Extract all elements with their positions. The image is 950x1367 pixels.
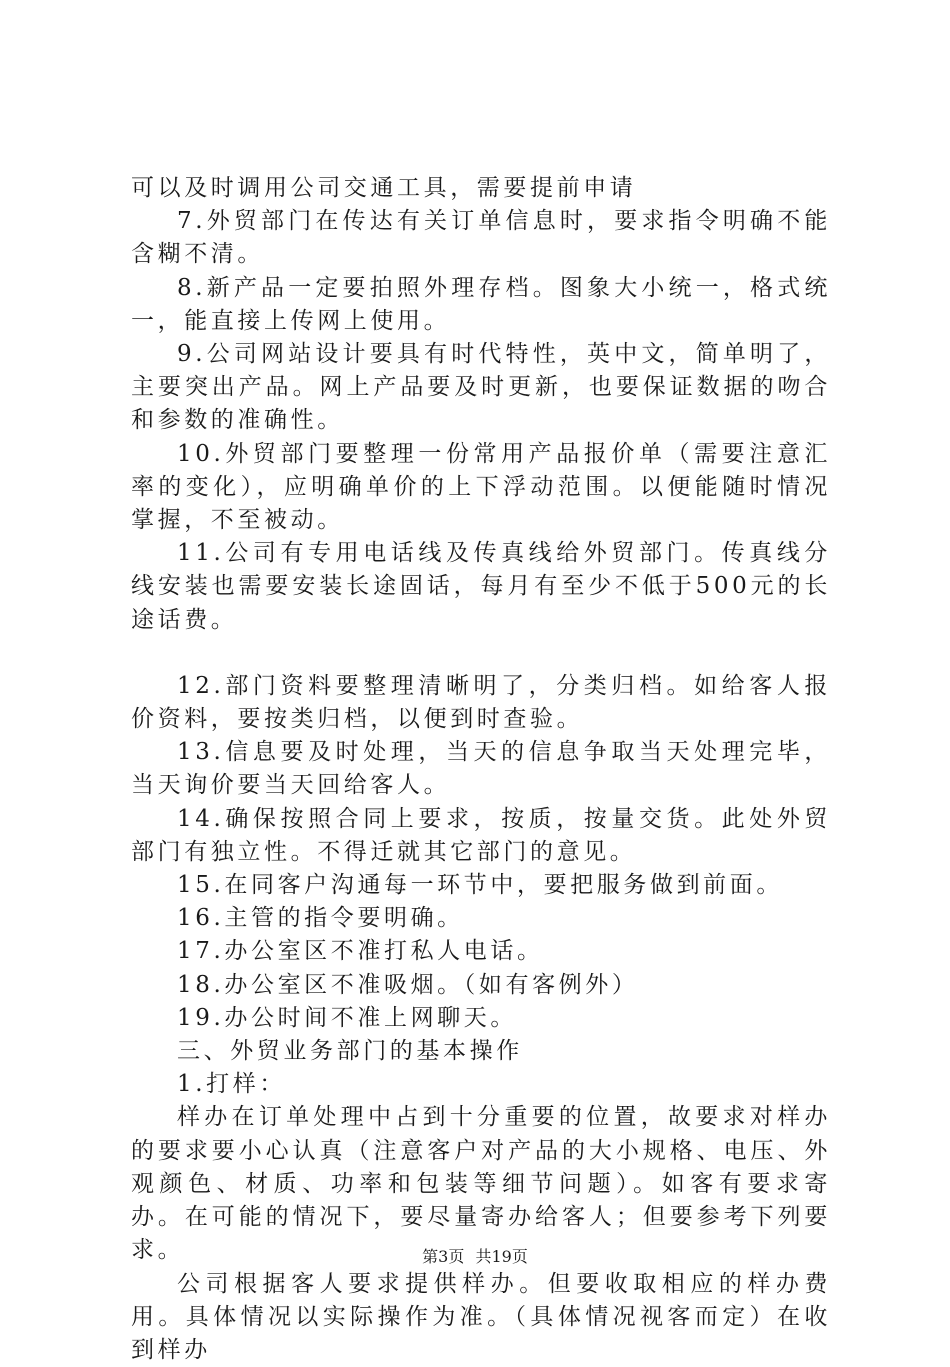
paragraph-item-12: 12.部门资料要整理清晰明了，分类归档。如给客人报价资料，要按类归档，以便到时查验。	[131, 670, 831, 736]
page-total: 共19页	[475, 1247, 527, 1266]
paragraph-item-17: 17.办公室区不准打私人电话。	[131, 935, 831, 968]
paragraph-sample-requirements: 样办在订单处理中占到十分重要的位置，故要求对样办的要求要小心认真（注意客户对产品的大小规格、电压、外观颜色、材质、功率和包装等细节问题）。如客有要求寄办。在可能的情况下，要尽量寄办给客人；但要参考下列要求。	[131, 1101, 831, 1267]
paragraph-item-7: 7.外贸部门在传达有关订单信息时，要求指令明确不能含糊不清。	[131, 205, 831, 271]
paragraph-item-10: 10.外贸部门要整理一份常用产品报价单（需要注意汇率的变化），应明确单价的上下浮动范围。以便能随时情况掌握，不至被动。	[131, 438, 831, 538]
paragraph-item-9: 9.公司网站设计要具有时代特性，英中文，简单明了，主要突出产品。网上产品要及时更新，也要保证数据的吻合和参数的准确性。	[131, 338, 831, 438]
paragraph-continuation: 可以及时调用公司交通工具，需要提前申请	[131, 172, 831, 205]
document-body	[131, 172, 831, 1367]
page-number: 第3页	[422, 1247, 464, 1266]
paragraph-item-15: 15.在同客户沟通每一环节中，要把服务做到前面。	[131, 869, 831, 902]
paragraph-item-8: 8.新产品一定要拍照外理存档。图象大小统一，格式统一，能直接上传网上使用。	[131, 272, 831, 338]
paragraph-sample-fees: 公司根据客人要求提供样办。但要收取相应的样办费用。具体情况以实际操作为准。（具体情况视客而定）在收到样办	[131, 1268, 831, 1367]
section-heading: 三、外贸业务部门的基本操作	[131, 1035, 831, 1068]
subsection-heading: 1.打样：	[131, 1068, 831, 1101]
paragraph-item-14: 14.确保按照合同上要求，按质，按量交货。此处外贸部门有独立性。不得迁就其它部门的意见。	[131, 803, 831, 869]
paragraph-item-11: 11.公司有专用电话线及传真线给外贸部门。传真线分线安装也需要安装长途固话，每月有至少不低于500元的长途话费。	[131, 537, 831, 637]
paragraph-item-18: 18.办公室区不准吸烟。（如有客例外）	[131, 969, 831, 1002]
paragraph-item-16: 16.主管的指令要明确。	[131, 902, 831, 935]
paragraph-item-13: 13.信息要及时处理，当天的信息争取当天处理完毕，当天询价要当天回给客人。	[131, 736, 831, 802]
page-footer	[0, 1244, 950, 1267]
paragraph-item-19: 19.办公时间不准上网聊天。	[131, 1002, 831, 1035]
